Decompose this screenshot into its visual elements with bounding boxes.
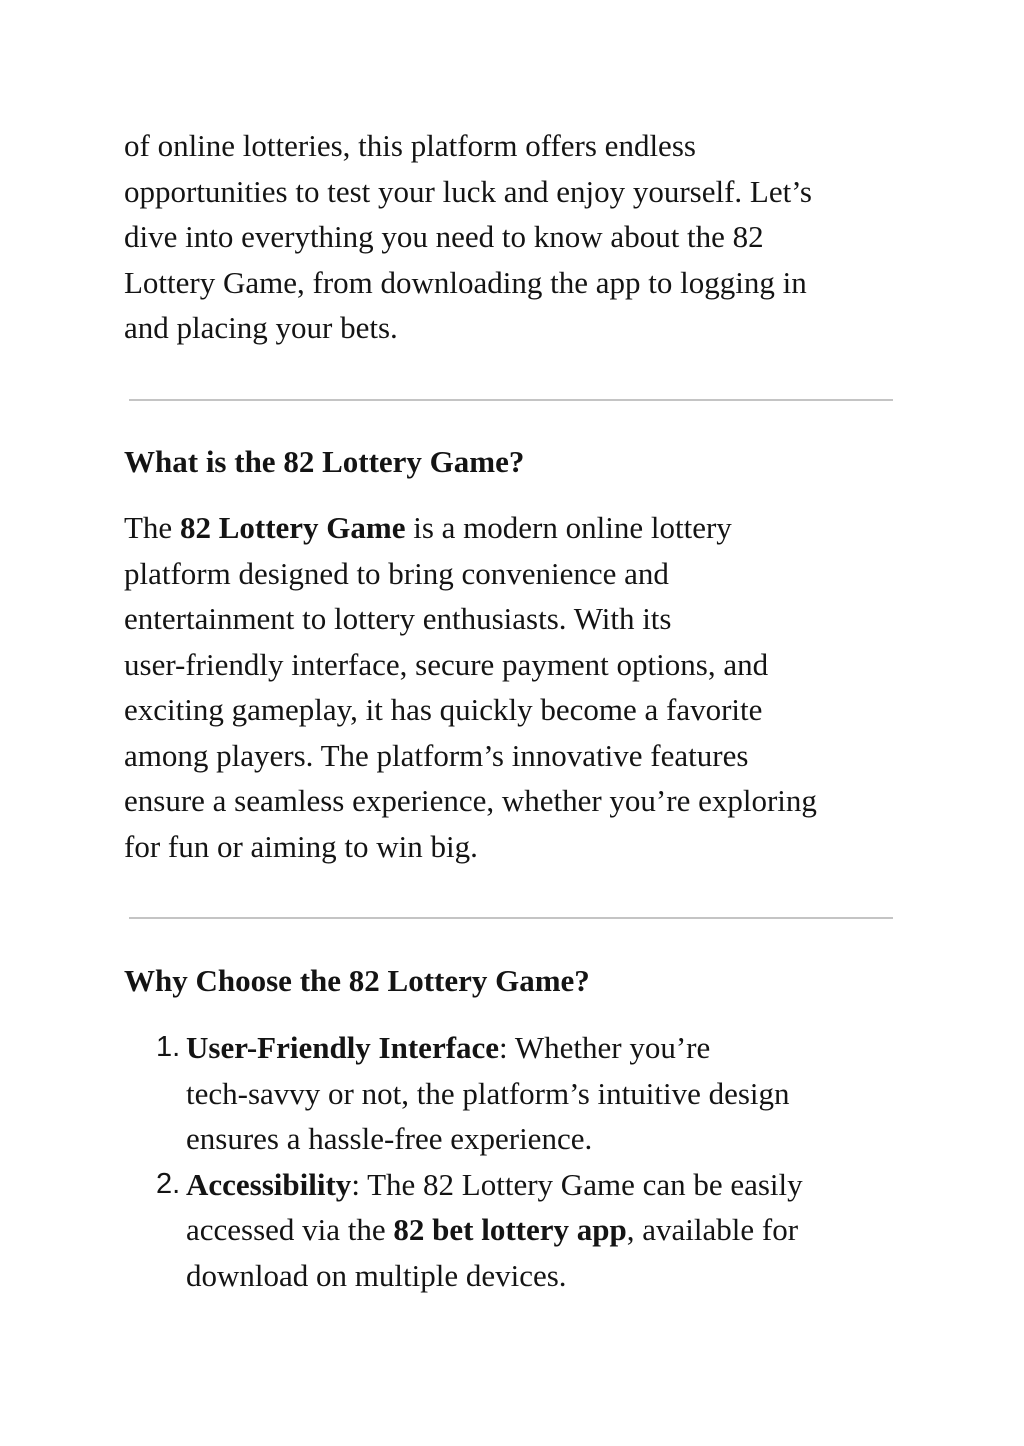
paragraph-line: user-friendly interface, secure payment options, and bbox=[124, 646, 769, 682]
list-item bbox=[124, 1025, 904, 1162]
intro-paragraph bbox=[124, 123, 904, 351]
paragraph-line: entertainment to lottery enthusiasts. With its bbox=[124, 601, 672, 636]
paragraph-line: exciting gameplay, it has quickly become a favorite bbox=[124, 692, 763, 727]
list-number: 1. bbox=[156, 1031, 181, 1063]
paragraph-line bbox=[186, 1207, 904, 1253]
paragraph-line: ensure a seamless experience, whether you’re exploring bbox=[124, 783, 817, 818]
paragraph-line bbox=[186, 1025, 904, 1071]
paragraph-line bbox=[124, 505, 904, 551]
section-heading-what-is: What is the 82 Lottery Game? bbox=[124, 444, 525, 479]
text-run: : The 82 Lottery Game can be easily bbox=[351, 1166, 803, 1202]
paragraph-line: for fun or aiming to win big. bbox=[124, 828, 478, 864]
bold-term-82-lottery-game: 82 Lottery Game bbox=[179, 510, 406, 545]
what-is-paragraph bbox=[124, 505, 904, 869]
paragraph-line: dive into everything you need to know about the 82 bbox=[124, 219, 764, 254]
reasons-ordered-list bbox=[124, 1025, 904, 1298]
text-run: accessed via the bbox=[186, 1212, 394, 1247]
text-run: , available for bbox=[626, 1212, 799, 1247]
paragraph-line: ensures a hassle-free experience. bbox=[186, 1121, 593, 1156]
section-heading-why-choose: Why Choose the 82 Lottery Game? bbox=[124, 963, 590, 998]
paragraph-line: download on multiple devices. bbox=[186, 1257, 567, 1293]
paragraph-line bbox=[186, 1162, 904, 1208]
list-item bbox=[124, 1162, 904, 1299]
bold-term-82-bet-lottery-app: 82 bet lottery app bbox=[393, 1212, 627, 1247]
horizontal-divider bbox=[129, 399, 893, 401]
text-run: is a modern online lottery bbox=[405, 510, 732, 545]
text-run: The bbox=[124, 510, 180, 545]
horizontal-divider bbox=[129, 917, 893, 919]
list-item-body bbox=[186, 1162, 904, 1299]
paragraph-line: platform designed to bring convenience and bbox=[124, 555, 669, 591]
paragraph-line: among players. The platform’s innovative features bbox=[124, 737, 749, 773]
paragraph-line: of online lotteries, this platform offers endless bbox=[124, 128, 696, 163]
paragraph-line: Lottery Game, from downloading the app to logging in bbox=[124, 264, 807, 300]
paragraph-line: and placing your bets. bbox=[124, 310, 398, 345]
paragraph-line: tech-savvy or not, the platform’s intuitive design bbox=[186, 1075, 790, 1111]
paragraph-line: opportunities to test your luck and enjoy yourself. Let’s bbox=[124, 173, 812, 209]
bold-term-accessibility: Accessibility bbox=[186, 1166, 352, 1202]
text-run: : Whether you’re bbox=[499, 1030, 711, 1065]
bold-term-user-friendly-interface: User-Friendly Interface bbox=[186, 1030, 500, 1065]
list-number: 2. bbox=[156, 1167, 181, 1200]
list-item-body bbox=[186, 1025, 904, 1162]
